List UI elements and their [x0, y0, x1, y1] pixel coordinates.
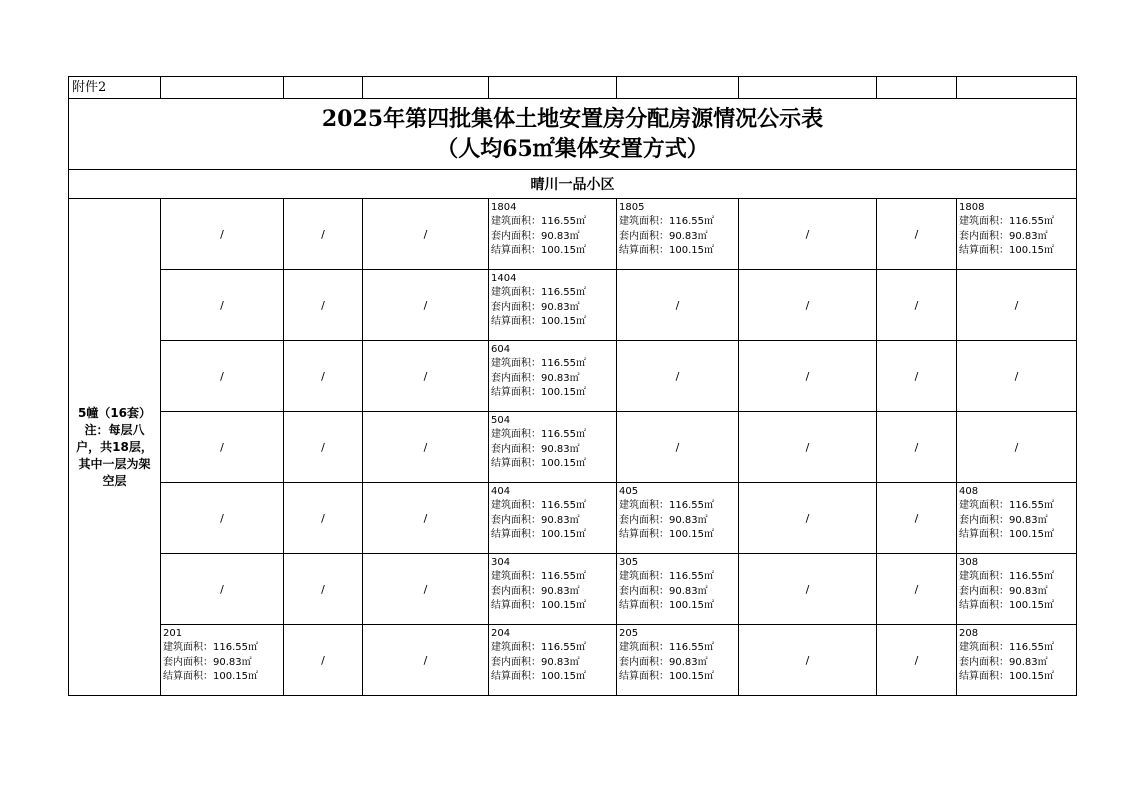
unit-cell [489, 483, 617, 554]
empty-unit-cell: / [739, 199, 877, 270]
unit-info [617, 199, 738, 258]
empty-unit-cell: / [363, 341, 489, 412]
unit-number: 1404 [491, 273, 517, 284]
empty-unit-cell: / [739, 412, 877, 483]
empty-unit-cell: / [877, 483, 957, 554]
unit-cell [617, 554, 739, 625]
inner-area: 套内面积：90.83㎡ [619, 656, 708, 668]
unit-cell [489, 341, 617, 412]
annex-blank-cell [363, 77, 489, 99]
settlement-area: 结算面积：100.15㎡ [163, 670, 258, 682]
inner-area: 套内面积：90.83㎡ [619, 585, 708, 597]
inner-area: 套内面积：90.83㎡ [491, 301, 580, 313]
unit-info [957, 554, 1076, 613]
building-area: 建筑面积：116.55㎡ [959, 571, 1054, 583]
title-line-1: 2025年第四批集体土地安置房分配房源情况公示表 [321, 106, 824, 132]
empty-unit-cell: / [957, 270, 1077, 341]
empty-unit-cell: / [739, 270, 877, 341]
inner-area: 套内面积：90.83㎡ [491, 230, 580, 242]
inner-area: 套内面积：90.83㎡ [619, 230, 708, 242]
building-area: 建筑面积：116.55㎡ [491, 216, 586, 228]
unit-row [69, 199, 1077, 270]
unit-row [69, 483, 1077, 554]
empty-unit-cell: / [363, 412, 489, 483]
unit-number: 305 [619, 557, 639, 568]
unit-info [957, 625, 1076, 684]
title-line-2: （人均65㎡集体安置方式） [436, 136, 709, 162]
unit-info [617, 554, 738, 613]
inner-area: 套内面积：90.83㎡ [491, 656, 580, 668]
unit-info [489, 554, 616, 613]
inner-area: 套内面积：90.83㎡ [491, 585, 580, 597]
settlement-area: 结算面积：100.15㎡ [491, 386, 586, 398]
unit-row [69, 554, 1077, 625]
empty-unit-cell: / [161, 554, 284, 625]
empty-unit-cell: / [284, 341, 363, 412]
unit-cell [957, 483, 1077, 554]
annex-row [69, 77, 1077, 99]
unit-cell [489, 554, 617, 625]
unit-number: 1805 [619, 202, 645, 213]
settlement-area: 结算面积：100.15㎡ [491, 457, 586, 469]
unit-number: 201 [163, 628, 183, 639]
unit-row [69, 625, 1077, 696]
building-area: 建筑面积：116.55㎡ [619, 216, 714, 228]
unit-info [957, 483, 1076, 542]
allocation-table [68, 76, 1077, 696]
unit-info [489, 270, 616, 329]
settlement-area: 结算面积：100.15㎡ [491, 599, 586, 611]
unit-info [161, 625, 283, 684]
empty-unit-cell: / [617, 412, 739, 483]
unit-cell [161, 625, 284, 696]
building-area: 建筑面积：116.55㎡ [163, 642, 258, 654]
unit-number: 208 [959, 628, 979, 639]
empty-unit-cell: / [161, 270, 284, 341]
inner-area: 套内面积：90.83㎡ [491, 514, 580, 526]
unit-info [489, 199, 616, 258]
building-area: 建筑面积：116.55㎡ [619, 500, 714, 512]
empty-unit-cell: / [739, 341, 877, 412]
empty-unit-cell: / [957, 341, 1077, 412]
community-row [69, 170, 1077, 199]
unit-row [69, 412, 1077, 483]
empty-unit-cell: / [363, 625, 489, 696]
empty-unit-cell: / [363, 554, 489, 625]
unit-cell [957, 199, 1077, 270]
inner-area: 套内面积：90.83㎡ [163, 656, 252, 668]
empty-unit-cell: / [284, 270, 363, 341]
unit-number: 205 [619, 628, 639, 639]
unit-number: 304 [491, 557, 511, 568]
unit-info [489, 483, 616, 542]
empty-unit-cell: / [161, 483, 284, 554]
inner-area: 套内面积：90.83㎡ [619, 514, 708, 526]
settlement-area: 结算面积：100.15㎡ [959, 599, 1054, 611]
unit-info [617, 625, 738, 684]
title-row [69, 99, 1077, 170]
empty-unit-cell: / [877, 341, 957, 412]
inner-area: 套内面积：90.83㎡ [491, 443, 580, 455]
empty-unit-cell: / [161, 199, 284, 270]
building-area: 建筑面积：116.55㎡ [491, 571, 586, 583]
unit-number: 408 [959, 486, 979, 497]
settlement-area: 结算面积：100.15㎡ [619, 244, 714, 256]
unit-number: 204 [491, 628, 511, 639]
empty-unit-cell: / [877, 554, 957, 625]
inner-area: 套内面积：90.83㎡ [491, 372, 580, 384]
inner-area: 套内面积：90.83㎡ [959, 514, 1048, 526]
building-area: 建筑面积：116.55㎡ [491, 358, 586, 370]
building-area: 建筑面积：116.55㎡ [491, 500, 586, 512]
settlement-area: 结算面积：100.15㎡ [491, 528, 586, 540]
settlement-area: 结算面积：100.15㎡ [619, 670, 714, 682]
building-area: 建筑面积：116.55㎡ [959, 500, 1054, 512]
building-area: 建筑面积：116.55㎡ [619, 642, 714, 654]
annex-blank-cell [161, 77, 284, 99]
settlement-area: 结算面积：100.15㎡ [619, 599, 714, 611]
building-note: 注：每层八户，共18层，其中一层为架空层 [76, 422, 153, 488]
settlement-area: 结算面积：100.15㎡ [959, 528, 1054, 540]
unit-info [489, 625, 616, 684]
unit-number: 604 [491, 344, 511, 355]
empty-unit-cell: / [877, 199, 957, 270]
unit-number: 1808 [959, 202, 985, 213]
annex-blank-cell [877, 77, 957, 99]
empty-unit-cell: / [363, 199, 489, 270]
empty-unit-cell: / [161, 412, 284, 483]
unit-number: 405 [619, 486, 639, 497]
unit-cell [489, 270, 617, 341]
empty-unit-cell: / [739, 483, 877, 554]
settlement-area: 结算面积：100.15㎡ [491, 315, 586, 327]
table-title [69, 99, 1077, 170]
unit-cell [617, 625, 739, 696]
building-area: 建筑面积：116.55㎡ [959, 642, 1054, 654]
empty-unit-cell: / [957, 412, 1077, 483]
unit-cell [617, 483, 739, 554]
settlement-area: 结算面积：100.15㎡ [491, 670, 586, 682]
unit-info [957, 199, 1076, 258]
inner-area: 套内面积：90.83㎡ [959, 656, 1048, 668]
empty-unit-cell: / [877, 270, 957, 341]
building-area: 建筑面积：116.55㎡ [491, 429, 586, 441]
empty-unit-cell: / [877, 625, 957, 696]
unit-cell [489, 625, 617, 696]
annex-label: 附件2 [69, 77, 161, 99]
empty-unit-cell: / [363, 483, 489, 554]
unit-cell [957, 625, 1077, 696]
empty-unit-cell: / [877, 412, 957, 483]
empty-unit-cell: / [617, 270, 739, 341]
annex-blank-cell [284, 77, 363, 99]
empty-unit-cell: / [739, 625, 877, 696]
empty-unit-cell: / [284, 554, 363, 625]
unit-number: 404 [491, 486, 511, 497]
annex-blank-cell [617, 77, 739, 99]
unit-number: 504 [491, 415, 511, 426]
settlement-area: 结算面积：100.15㎡ [959, 244, 1054, 256]
unit-cell [489, 412, 617, 483]
building-area: 建筑面积：116.55㎡ [959, 216, 1054, 228]
building-area: 建筑面积：116.55㎡ [491, 287, 586, 299]
annex-blank-cell [957, 77, 1077, 99]
empty-unit-cell: / [284, 199, 363, 270]
empty-unit-cell: / [363, 270, 489, 341]
building-cell [69, 199, 161, 696]
unit-cell [957, 554, 1077, 625]
empty-unit-cell: / [284, 483, 363, 554]
unit-info [489, 412, 616, 471]
empty-unit-cell: / [739, 554, 877, 625]
unit-row [69, 270, 1077, 341]
unit-row [69, 341, 1077, 412]
empty-unit-cell: / [161, 341, 284, 412]
annex-blank-cell [489, 77, 617, 99]
inner-area: 套内面积：90.83㎡ [959, 230, 1048, 242]
settlement-area: 结算面积：100.15㎡ [959, 670, 1054, 682]
empty-unit-cell: / [284, 412, 363, 483]
community-name: 晴川一品小区 [69, 170, 1077, 199]
inner-area: 套内面积：90.83㎡ [959, 585, 1048, 597]
settlement-area: 结算面积：100.15㎡ [619, 528, 714, 540]
building-name: 5幢（16套） [77, 405, 152, 420]
unit-info [489, 341, 616, 400]
annex-blank-cell [739, 77, 877, 99]
unit-number: 1804 [491, 202, 517, 213]
building-area: 建筑面积：116.55㎡ [491, 642, 586, 654]
unit-info [617, 483, 738, 542]
empty-unit-cell: / [284, 625, 363, 696]
empty-unit-cell: / [617, 341, 739, 412]
unit-cell [489, 199, 617, 270]
unit-number: 308 [959, 557, 979, 568]
building-area: 建筑面积：116.55㎡ [619, 571, 714, 583]
settlement-area: 结算面积：100.15㎡ [491, 244, 586, 256]
unit-cell [617, 199, 739, 270]
